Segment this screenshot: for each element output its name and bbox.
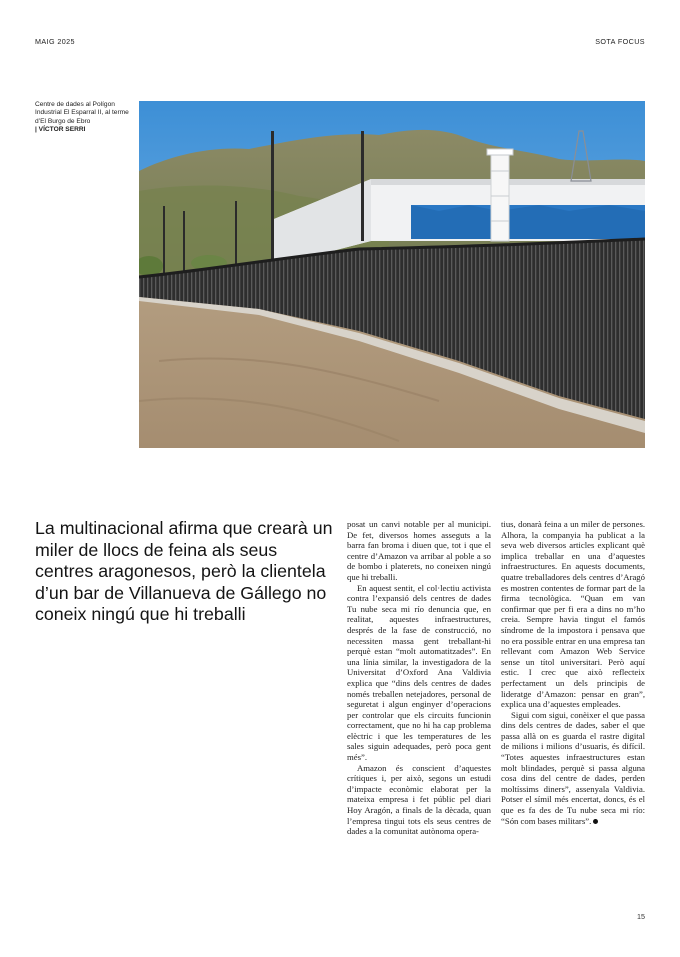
article-headline: La multinacional afirma que crearà un miler de llocs de feina als seus centres aragonesos, però la clientela d’un bar de Villanueva de Gállego no coneix ningú que hi treballi <box>35 518 333 624</box>
photo-credit: | VÍCTOR SERRI <box>35 126 86 134</box>
running-header-date: MAIG 2025 <box>35 37 75 46</box>
paragraph-text: Sigui com sigui, conèixer el que passa dins dels centres de dades, saber el que passa allà on es guarda el rastre digital de milions i milions d’usuaris, és difícil. “Totes aquestes infraestructures estan molt blindades, perquè si passa alguna cosa dins del centre de dades, perden moltíssims diners”, assenyala Valdivia. Potser el símil més encertat, doncs, és el que es fa des de Tu nube seca mi río: “Són com bases militars”. <box>501 709 645 826</box>
paragraph-last <box>501 710 645 827</box>
paragraph: Amazon és conscient d’aquestes crítiques i, per això, segons un estudi d’impacte econòmic elaborat per la mateixa empresa i fet públic pel diari Hoy Aragón, a finals de la dècada, quan l’empresa tingui tots els seus centres de dades a la comunitat autònoma opera- <box>347 762 491 837</box>
end-mark-icon <box>593 819 598 824</box>
paragraph: tius, donarà feina a un miler de persones. Alhora, la companyia ha publicat a la seva web diversos articles explicant què implica treballar en una d’aquestes infraestructures. En aquests documents, quatre treballadores dels centres d’Aragó es mostren contentes de formar part de la firma tecnològica. “Quan em van confirmar que per fi era a dins no m’ho creia. Sempre havia tingut el famós síndrome de la impostora i pensava que no era possible entrar en una empresa tan rellevant com Amazon Web Service sense un títol universitari. Però aquí estic. I crec que això reflecteix perfectament un dels principis de lideratge d’Amazon: pensar en gran”, explica una d’aquestes empleades. <box>501 519 645 710</box>
body-column-1 <box>347 519 491 837</box>
body-column-2 <box>501 519 645 826</box>
caption-text: Centre de dades al Polígon Industrial El Esparral II, al terme d’El Burgo de Ebro <box>35 101 129 125</box>
photo-data-center <box>139 101 645 448</box>
paragraph: posat un canvi notable per al municipi. De fet, diversos homes asseguts a la barra fan broma i diuen que, tot i que el centre d’Amazon va arribar al poble a so de bombo i platerets, no coneixen ningú que hi treballi. <box>347 519 491 582</box>
running-header-section: SOTA FOCUS <box>595 37 645 46</box>
page-number: 15 <box>637 912 645 921</box>
paragraph: En aquest sentit, el col·lectiu activista contra l’expansió dels centres de dades Tu nube seca mi río denuncia que, en realitat, aquestes infraestructures, després de la fase de construcció, no necessiten massa gent treballant-hi perquè estan “molt automatitzades”. En una línia similar, la investigadora de la Universitat d’Oxford Ana Valdivia explica que “dins dels centres de dades només treballen netejadores, personal de seguretat i algun enginyer d’operacions per controlar que els circuits funcionin correctament, que no hi ha cap problema elèctric i que les temperatures de les sales siguin adequades, però poca gent més”. <box>347 582 491 763</box>
photo-caption <box>35 101 135 135</box>
